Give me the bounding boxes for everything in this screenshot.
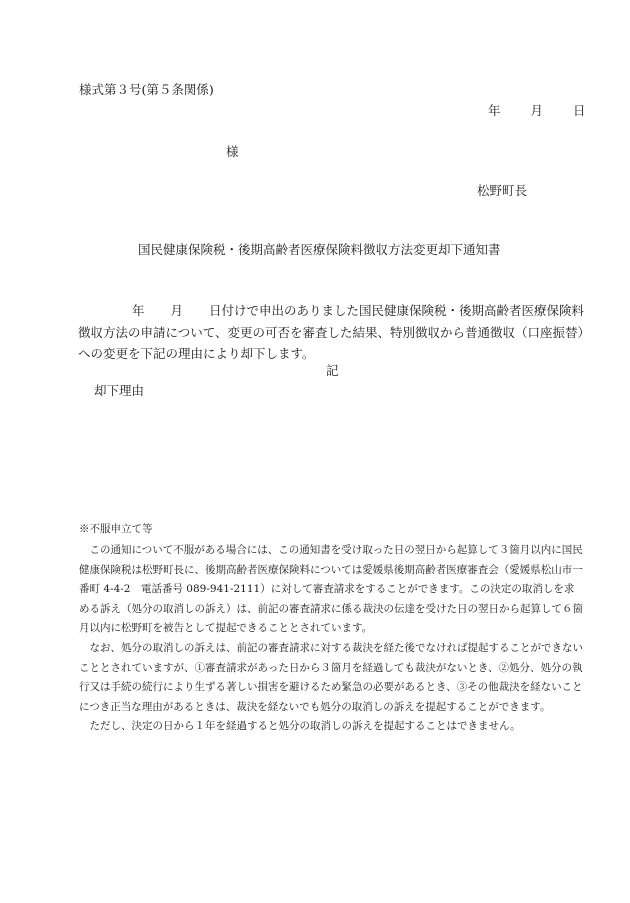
notes-paragraph: なお、処分の取消しの訴えは、前記の審査請求に対する裁決を経た後でなければ提起することができないこととされていますが、①審査請求があった日から３箇月を経過しても裁決がないとき、②処分、処分の執行又は手続の続行により生ずる著しい損害を避けるため緊急の必要があるとき、③その他裁決を経ないことにつき正当な理由があるときは、裁決を経ないでも処分の取消しの訴えを提起することができます。 xyxy=(79,641,583,713)
form-number: 様式第３号(第５条関係) xyxy=(79,82,214,97)
notes-heading: ※不服申立て等 xyxy=(79,523,153,535)
body-year-label: 年 xyxy=(132,303,145,318)
issuer-name: 松野町長 xyxy=(477,183,528,198)
body-month-label: 月 xyxy=(170,303,184,318)
date-line xyxy=(488,101,586,119)
addressee-suffix: 様 xyxy=(226,144,239,159)
ki-marker: 記 xyxy=(326,363,339,378)
notes-paragraph: この通知について不服がある場合には、この通知書を受け取った日の翌日から起算して３箇月以内に国民健康保険税は松野町長に、後期高齢者医療保険料については愛媛県後期高齢者医療審査会（愛媛県松山市一番町 4-4-2 電話番号 089-941-2111）に対して審査請求をすることができます。この決定の取消しを求める訴え（処分の取消しの訴え）は、前記の審査請求に係る裁決の伝達を受けた日の翌日から起算して６箇月以内に松野町を被告として提起できることとされています。 xyxy=(79,544,583,635)
date-year-label: 年 xyxy=(488,103,501,118)
document-title: 国民健康保険税・後期高齢者医療保険料徴収方法変更却下通知書 xyxy=(138,242,501,257)
date-day-label: 日 xyxy=(573,103,586,118)
rejection-reason-label: 却下理由 xyxy=(94,383,145,398)
notes-paragraph: ただし、決定の日から１年を経過すると処分の取消しの訴えを提起することはできません。 xyxy=(89,720,521,733)
notes-body xyxy=(79,541,584,737)
date-month-label: 月 xyxy=(530,103,544,118)
body-text: 日付けで申出のありました国民健康保険税・後期高齢者医療保険料徴収方法の申請について、変更の可否を審査した結果、特別徴収から普通徴収（口座振替）への変更を下記の理由により却下します。 xyxy=(78,303,591,361)
body-paragraph xyxy=(78,300,590,365)
